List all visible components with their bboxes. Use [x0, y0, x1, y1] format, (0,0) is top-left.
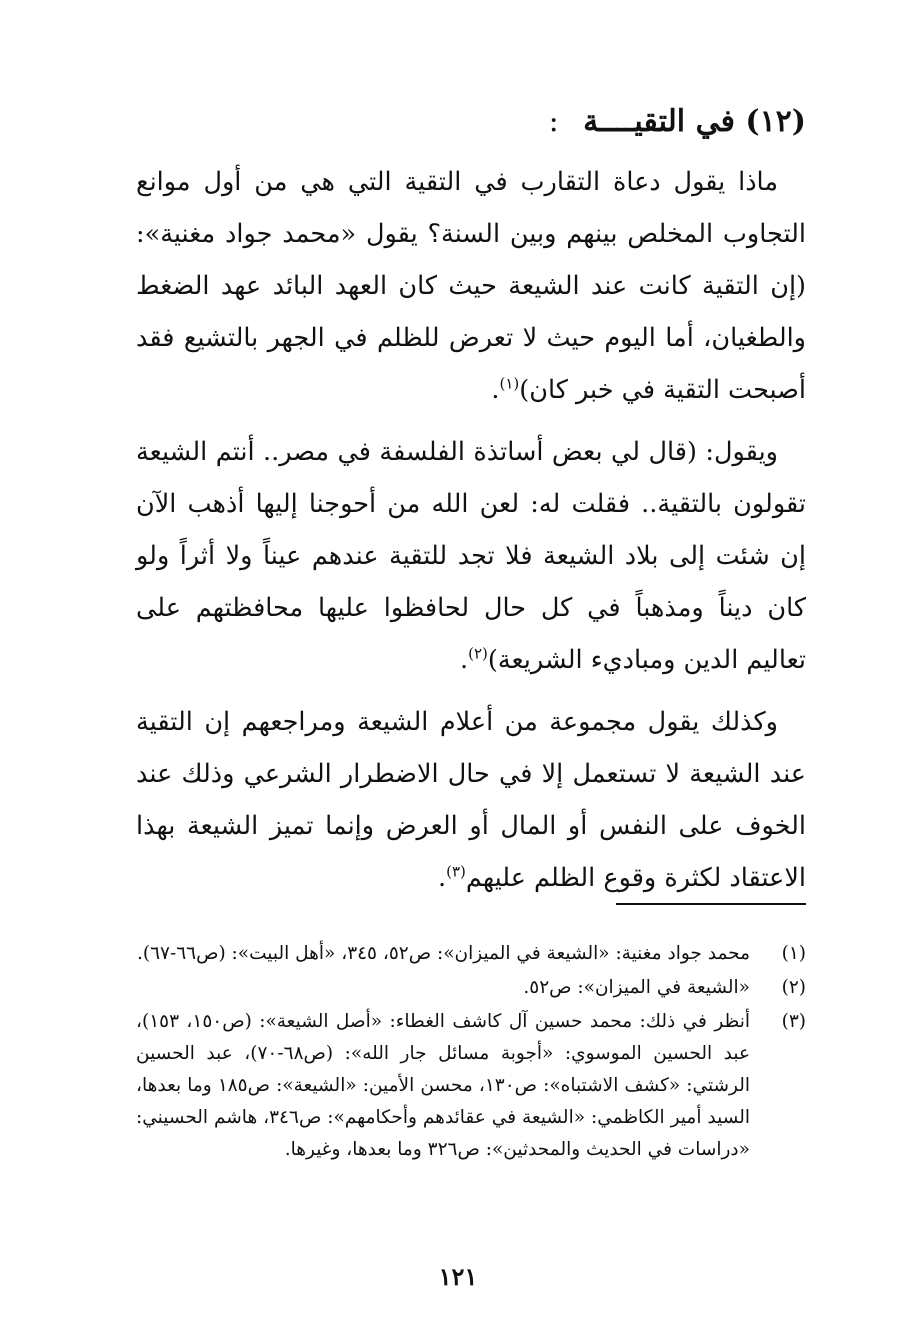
paragraph-text: وكذلك يقول مجموعة من أعلام الشيعة ومراجعهم إن التقية عند الشيعة لا تستعمل إلا في حال الاضطرار الشرعي وذلك عند الخوف على النفس أو المال أو العرض وإنما تميز الشيعة بهذا الاعتقاد لكثرة وقوع الظلم عليهم: [136, 707, 806, 893]
footnote-ref: (٣): [446, 862, 466, 881]
paragraph-end: .: [437, 863, 447, 893]
section-colon: :: [548, 104, 559, 139]
paragraph-text: ماذا يقول دعاة التقارب في التقية التي هي من أول موانع التجاوب المخلص بينهم وبين السنة؟ يقول «محمد جواد مغنية»: (إن التقية كانت عند الشيعة حيث كان العهد البائد عهد الضغط والطغيان، أما اليوم حيث لا تعرض للظلم في الجهر بالتشيع فقد أصبحت التقية في خبر كان): [136, 167, 806, 405]
footnotes: [136, 938, 806, 1168]
footnote-ref: (١): [499, 374, 520, 393]
paragraph-3: [136, 696, 806, 904]
paragraph-text: ويقول: (قال لي بعض أساتذة الفلسفة في مصر.. أنتم الشيعة تقولون بالتقية.. فقلت له: لعن الله من أحوجنا إليها أذهب الآن إن شئت إلى بلاد الشيعة فلا تجد للتقية عندهم عيناً ولا أثراً ولو كان ديناً ومذهباً في كل حال لحافظوا عليها محافظتهم على تعاليم الدين ومباديء الشريعة): [136, 437, 806, 675]
footnote-number: (٢): [781, 977, 806, 998]
paragraph-end: .: [491, 375, 500, 405]
paragraph-1: [136, 156, 806, 416]
section-heading: [120, 100, 806, 144]
footnote-1: [136, 938, 806, 970]
footnote-3: [136, 1006, 806, 1166]
footnote-text: محمد جواد مغنية: «الشيعة في الميزان»: ص٥٢، ٣٤٥، «أهل البيت»: (ص٦٦-٦٧).: [136, 943, 750, 964]
footnote-divider: [616, 903, 806, 905]
paragraph-end: .: [460, 645, 469, 675]
body-text: [136, 156, 806, 914]
footnote-text: أنظر في ذلك: محمد حسين آل كاشف الغطاء: «أصل الشيعة»: (ص١٥٠، ١٥٣)، عبد الحسين الموسوي: «أجوبة مسائل جار الله»: (ص٦٨-٧٠)، عبد الحسين الرشتي: «كشف الاشتباه»: ص١٣٠، محسن الأمين: «الشيعة»: ص١٨٥ وما بعدها، السيد أمير الكاظمي: «الشيعة في عقائدهم وأحكامهم»: ص٣٤٦، هاشم الحسيني: «دراسات في الحديث والمحدثين»: ص٣٢٦ وما بعدها، وغيرها.: [136, 1011, 751, 1160]
footnote-ref: (٢): [468, 644, 488, 663]
section-title: (١٢) في التقيــــة: [583, 104, 806, 139]
footnote-text: «الشيعة في الميزان»: ص٥٢.: [523, 977, 750, 998]
footnote-2: [136, 972, 806, 1004]
footnote-number: (٣): [781, 1011, 806, 1032]
paragraph-2: [136, 426, 806, 686]
footnote-number: (١): [781, 943, 806, 964]
page-number: ١٢١: [438, 1262, 478, 1291]
